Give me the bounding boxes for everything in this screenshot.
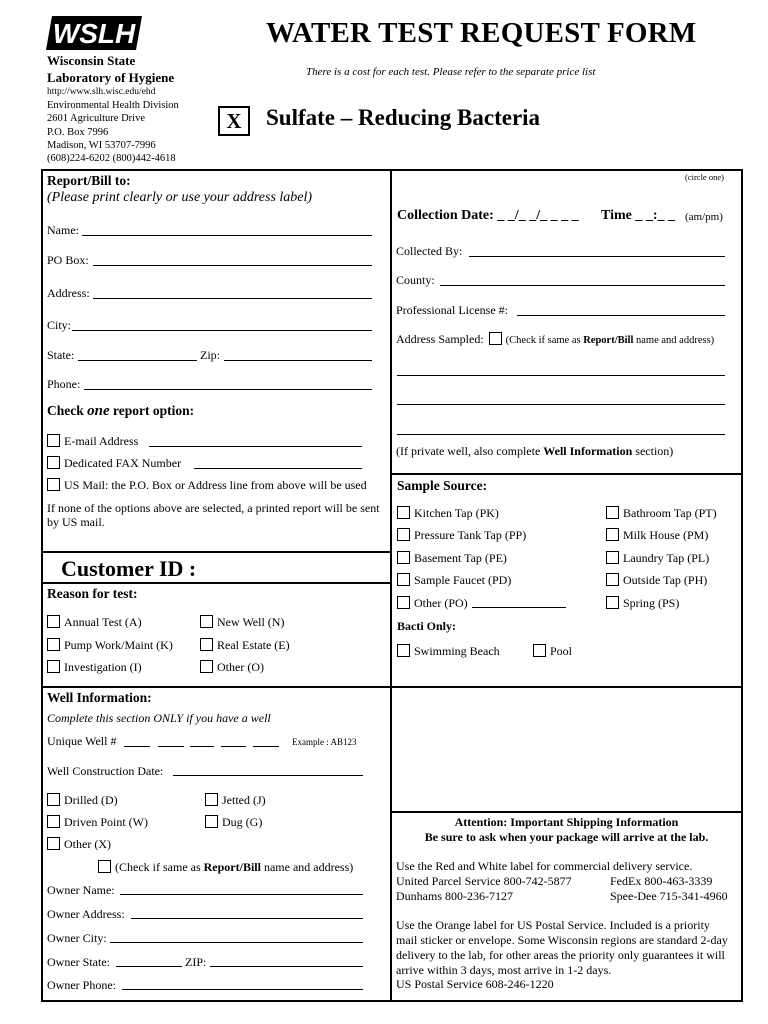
owner-name-label: Owner Name: bbox=[47, 883, 115, 897]
milk-checkbox[interactable] bbox=[606, 528, 619, 541]
license-field[interactable] bbox=[517, 315, 725, 316]
well-drilled[interactable]: Drilled (D) bbox=[47, 793, 118, 808]
faucet-checkbox[interactable] bbox=[397, 573, 410, 586]
org-contact bbox=[47, 86, 179, 165]
orange-label-note: Use the Orange label for US Postal Service. Included is a priority mail sticker or envelope. Some Wisconsin regions are standard 2-day delivery to the lab, for other areas the priority only guarantees it will arrive within 3 days, most arrive in 1-2 days. bbox=[396, 918, 728, 977]
owner-zip-field[interactable] bbox=[210, 966, 363, 967]
owner-state-field[interactable] bbox=[116, 966, 182, 967]
email-field[interactable] bbox=[149, 446, 362, 447]
beach-checkbox[interactable] bbox=[397, 644, 410, 657]
fedex-phone: FedEx 800-463-3339 bbox=[610, 874, 713, 888]
pobox-label: PO Box: bbox=[47, 253, 89, 267]
source-milk[interactable]: Milk House (PM) bbox=[606, 528, 708, 543]
outside-checkbox[interactable] bbox=[606, 573, 619, 586]
city-label: City: bbox=[47, 318, 72, 332]
owner-name-field[interactable] bbox=[120, 894, 363, 895]
org-line-2: Laboratory of Hygiene bbox=[47, 70, 175, 85]
email-option[interactable]: E-mail Address bbox=[47, 434, 138, 449]
bacti-only-label: Bacti Only: bbox=[397, 619, 456, 633]
unique-well-example: Example : AB123 bbox=[292, 737, 357, 747]
pobox-field[interactable] bbox=[93, 265, 372, 266]
reason-heading: Reason for test: bbox=[47, 586, 138, 601]
well-driven[interactable]: Driven Point (W) bbox=[47, 815, 148, 830]
owner-address-label: Owner Address: bbox=[47, 907, 125, 921]
annual-checkbox[interactable] bbox=[47, 615, 60, 628]
sample-source-heading: Sample Source: bbox=[397, 478, 488, 493]
dunhams-phone: Dunhams 800-236-7127 bbox=[396, 889, 513, 903]
fax-option[interactable]: Dedicated FAX Number bbox=[47, 456, 181, 471]
test-checkbox[interactable]: X bbox=[218, 106, 250, 136]
org-phones: (608)224-6202 (800)442-4618 bbox=[47, 153, 176, 165]
org-street: 2601 Agriculture Drive bbox=[47, 113, 145, 125]
reason-other[interactable]: Other (O) bbox=[200, 660, 264, 675]
source-outside[interactable]: Outside Tap (PH) bbox=[606, 573, 707, 588]
org-url[interactable]: http://www.slh.wisc.edu/ehd bbox=[47, 87, 156, 97]
form-title: WATER TEST REQUEST FORM bbox=[266, 17, 697, 49]
collected-by-field[interactable] bbox=[469, 256, 725, 257]
construction-date-label: Well Construction Date: bbox=[47, 764, 164, 778]
reason-pump[interactable]: Pump Work/Maint (K) bbox=[47, 638, 173, 653]
owner-same-option[interactable]: (Check if same as Report/Bill name and address) bbox=[98, 860, 353, 875]
owner-same-checkbox[interactable] bbox=[98, 860, 111, 873]
address-sampled-label: Address Sampled: (Check if same as Report/Bill name and address) bbox=[396, 332, 715, 346]
reason-investigation[interactable]: Investigation (I) bbox=[47, 660, 142, 675]
phone-label: Phone: bbox=[47, 377, 81, 391]
org-pobox: P.O. Box 7996 bbox=[47, 126, 109, 138]
real-estate-checkbox[interactable] bbox=[200, 638, 213, 651]
dug-checkbox[interactable] bbox=[205, 815, 218, 828]
name-label: Name: bbox=[47, 223, 79, 237]
well-other-checkbox[interactable] bbox=[47, 837, 60, 850]
test-name: Sulfate – Reducing Bacteria bbox=[266, 105, 541, 130]
phone-field[interactable] bbox=[84, 389, 372, 390]
source-other-field[interactable] bbox=[472, 607, 566, 608]
speedee-phone: Spee-Dee 715-341-4960 bbox=[610, 889, 728, 903]
usmail-option[interactable]: US Mail: the P.O. Box or Address line from above will be used bbox=[47, 478, 367, 493]
well-dug[interactable]: Dug (G) bbox=[205, 815, 262, 830]
construction-date-field[interactable] bbox=[173, 775, 363, 776]
source-spring[interactable]: Spring (PS) bbox=[606, 596, 679, 611]
bathroom-checkbox[interactable] bbox=[606, 506, 619, 519]
reason-other-checkbox[interactable] bbox=[200, 660, 213, 673]
shipping-heading-2: Be sure to ask when your package will arrive at the lab. bbox=[424, 830, 709, 844]
source-bathroom[interactable]: Bathroom Tap (PT) bbox=[606, 506, 717, 521]
reason-annual[interactable]: Annual Test (A) bbox=[47, 615, 142, 630]
org-division: Environmental Health Division bbox=[47, 100, 179, 112]
driven-checkbox[interactable] bbox=[47, 815, 60, 828]
unique-well-char-4[interactable] bbox=[221, 746, 246, 747]
email-checkbox[interactable] bbox=[47, 434, 60, 447]
unique-well-char-5[interactable] bbox=[253, 746, 279, 747]
owner-phone-field[interactable] bbox=[122, 989, 363, 990]
source-beach[interactable]: Swimming Beach bbox=[397, 644, 500, 659]
red-label-note: Use the Red and White label for commercial delivery service. bbox=[396, 859, 693, 873]
investigation-checkbox[interactable] bbox=[47, 660, 60, 673]
collection-date-label[interactable]: Collection Date: _ _/_ _/_ _ _ _ bbox=[397, 208, 579, 223]
new-well-checkbox[interactable] bbox=[200, 615, 213, 628]
circle-one-note: (circle one) bbox=[685, 172, 724, 182]
address-field[interactable] bbox=[93, 298, 372, 299]
wslh-logo bbox=[46, 16, 142, 50]
owner-state-label: Owner State: bbox=[47, 955, 110, 969]
logo-text: WSLH bbox=[52, 18, 136, 49]
city-field[interactable] bbox=[72, 330, 372, 331]
owner-address-field[interactable] bbox=[131, 918, 363, 919]
license-label: Professional License #: bbox=[396, 303, 508, 317]
county-field[interactable] bbox=[440, 285, 725, 286]
unique-well-label: Unique Well # bbox=[47, 734, 117, 748]
name-field[interactable] bbox=[82, 235, 372, 236]
usps-phone: US Postal Service 608-246-1220 bbox=[396, 977, 554, 991]
zip-label: Zip: bbox=[200, 348, 220, 362]
source-faucet[interactable]: Sample Faucet (PD) bbox=[397, 573, 511, 588]
state-field[interactable] bbox=[78, 360, 197, 361]
state-label: State: bbox=[47, 348, 75, 362]
org-line-1: Wisconsin State bbox=[47, 53, 136, 68]
county-label: County: bbox=[396, 273, 435, 287]
report-option-heading: Check one report option: bbox=[47, 403, 195, 419]
drilled-checkbox[interactable] bbox=[47, 793, 60, 806]
pressure-checkbox[interactable] bbox=[397, 528, 410, 541]
well-note: Complete this section ONLY if you have a well bbox=[47, 711, 271, 725]
owner-phone-label: Owner Phone: bbox=[47, 978, 116, 992]
address-sampled-line-2[interactable] bbox=[397, 404, 725, 405]
jetted-checkbox[interactable] bbox=[205, 793, 218, 806]
owner-city-field[interactable] bbox=[110, 942, 363, 943]
private-well-note: (If private well, also complete Well Information section) bbox=[396, 444, 674, 458]
address-sampled-line-1[interactable] bbox=[397, 375, 725, 376]
source-laundry[interactable]: Laundry Tap (PL) bbox=[606, 551, 709, 566]
org-city: Madison, WI 53707-7996 bbox=[47, 139, 156, 151]
source-other-checkbox[interactable] bbox=[397, 596, 410, 609]
well-other[interactable]: Other (X) bbox=[47, 837, 111, 852]
fax-checkbox[interactable] bbox=[47, 456, 60, 469]
usmail-checkbox[interactable] bbox=[47, 478, 60, 491]
source-other[interactable]: Other (PO) bbox=[397, 596, 468, 611]
collection-time-label[interactable]: Time _ _:_ _ bbox=[601, 208, 676, 223]
zip-field[interactable] bbox=[224, 360, 372, 361]
spring-checkbox[interactable] bbox=[606, 596, 619, 609]
org-name bbox=[47, 52, 174, 86]
source-kitchen[interactable]: Kitchen Tap (PK) bbox=[397, 506, 499, 521]
owner-city-label: Owner City: bbox=[47, 931, 107, 945]
report-bill-instruction: (Please print clearly or use your address label) bbox=[47, 190, 313, 205]
address-label: Address: bbox=[47, 286, 90, 300]
shipping-heading-1: Attention: Important Shipping Information bbox=[454, 815, 679, 829]
source-pool[interactable]: Pool bbox=[533, 644, 572, 659]
ampm-option[interactable]: (am/pm) bbox=[685, 211, 723, 223]
reason-real-estate[interactable]: Real Estate (E) bbox=[200, 638, 290, 653]
no-option-note: If none of the options above are selected, a printed report will be sent by US mail. bbox=[47, 501, 380, 529]
fax-field[interactable] bbox=[194, 468, 362, 469]
unique-well-char-1[interactable] bbox=[124, 746, 150, 747]
pump-checkbox[interactable] bbox=[47, 638, 60, 651]
ups-phone: United Parcel Service 800-742-5877 bbox=[396, 874, 572, 888]
well-heading: Well Information: bbox=[47, 690, 152, 705]
collected-by-label: Collected By: bbox=[396, 244, 463, 258]
basement-checkbox[interactable] bbox=[397, 551, 410, 564]
unique-well-char-2[interactable] bbox=[158, 746, 184, 747]
reason-new-well[interactable]: New Well (N) bbox=[200, 615, 284, 630]
source-pressure[interactable]: Pressure Tank Tap (PP) bbox=[397, 528, 526, 543]
source-basement[interactable]: Basement Tap (PE) bbox=[397, 551, 507, 566]
form-subtitle: There is a cost for each test. Please refer to the separate price list bbox=[306, 66, 596, 78]
address-sampled-line-3[interactable] bbox=[397, 434, 725, 435]
well-jetted[interactable]: Jetted (J) bbox=[205, 793, 266, 808]
customer-id-label: Customer ID : bbox=[61, 556, 197, 581]
laundry-checkbox[interactable] bbox=[606, 551, 619, 564]
address-same-checkbox[interactable] bbox=[489, 332, 502, 345]
report-bill-heading: Report/Bill to: bbox=[47, 173, 131, 188]
kitchen-checkbox[interactable] bbox=[397, 506, 410, 519]
owner-zip-label: ZIP: bbox=[185, 955, 207, 969]
blank-box bbox=[390, 686, 743, 813]
unique-well-char-3[interactable] bbox=[190, 746, 214, 747]
pool-checkbox[interactable] bbox=[533, 644, 546, 657]
